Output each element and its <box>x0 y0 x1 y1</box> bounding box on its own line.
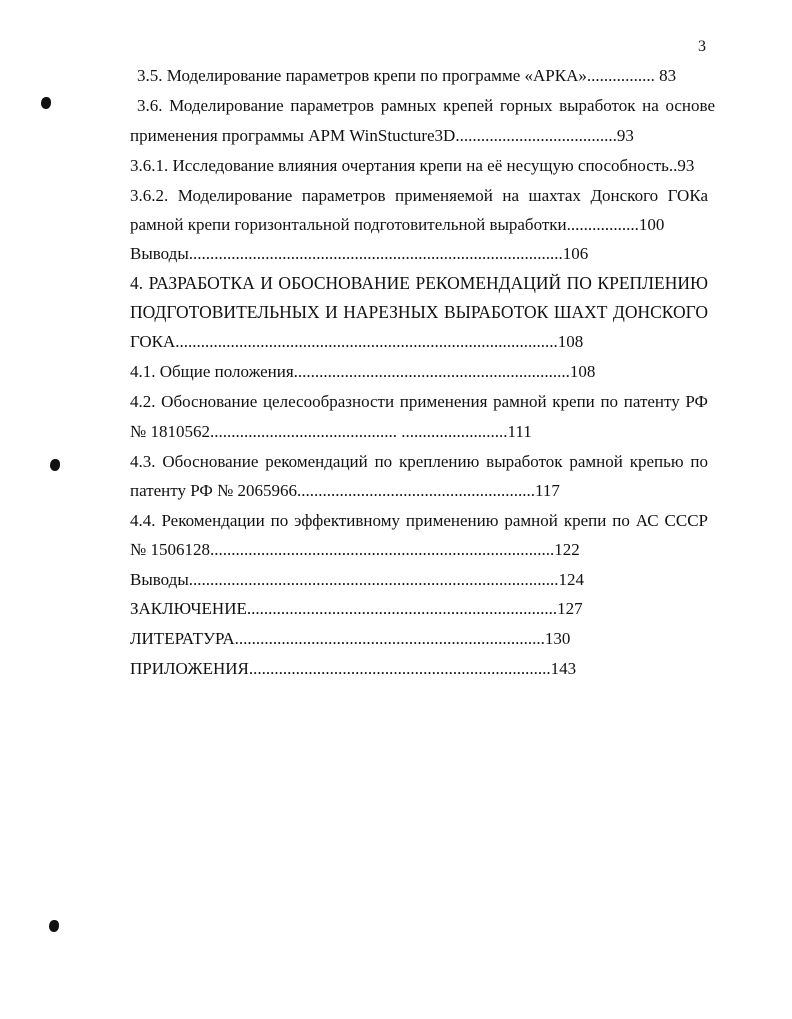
toc-entry-3-6-line1: 3.6. Моделирование параметров рамных крепей горных выработок на основе <box>137 96 715 115</box>
toc-entry-chapter-4-line1: 4. РАЗРАБОТКА И ОБОСНОВАНИЕ РЕКОМЕНДАЦИЙ ПО КРЕПЛЕНИЮ <box>130 273 708 293</box>
toc-entry-4-1: 4.1. Общие положения.................................................................108 <box>130 362 596 381</box>
toc-entry-3-5: 3.5. Моделирование параметров крепи по программе «АРКА»................ 83 <box>137 66 677 85</box>
toc-entry-3-6-1: 3.6.1. Исследование влияния очертания крепи на её несущую способность..93 <box>130 156 695 175</box>
toc-entry-4-2-line2: № 1810562............................................ .........................111 <box>130 422 532 441</box>
toc-entry-conclusion: ЗАКЛЮЧЕНИЕ.........................................................................127 <box>130 599 583 618</box>
toc-entry-chapter-4-line2: ПОДГОТОВИТЕЛЬНЫХ И НАРЕЗНЫХ ВЫРАБОТОК ШАХТ ДОНСКОГО <box>130 302 708 322</box>
toc-entry-conclusions-4: Выводы.......................................................................................124 <box>130 570 585 589</box>
toc-entry-4-4-line1: 4.4. Рекомендации по эффективному применению рамной крепи по АС СССР <box>130 511 708 530</box>
page-number: 3 <box>698 38 706 55</box>
toc-entry-conclusions-3: Выводы........................................................................................106 <box>130 244 589 263</box>
toc-entry-literature: ЛИТЕРАТУРА.........................................................................130 <box>130 629 571 648</box>
toc-entry-4-3-line1: 4.3. Обоснование рекомендаций по креплению выработок рамной крепью по <box>130 452 708 471</box>
toc-entry-appendices: ПРИЛОЖЕНИЯ.......................................................................143 <box>130 659 577 678</box>
toc-entry-4-4-line2: № 1506128.................................................................................122 <box>130 540 580 559</box>
binding-hole-mark <box>41 97 51 109</box>
toc-entry-3-6-line2: применения программы АРМ WinStucture3D......................................93 <box>130 126 634 145</box>
toc-entry-3-6-2-line2: рамной крепи горизонтальной подготовительной выработки.................100 <box>130 215 665 234</box>
toc-entry-chapter-4-line3: ГОКА..........................................................................................108 <box>130 332 584 351</box>
binding-hole-mark <box>50 459 60 471</box>
toc-entry-4-2-line1: 4.2. Обоснование целесообразности применения рамной крепи по патенту РФ <box>130 392 708 411</box>
toc-entry-3-6-2-line1: 3.6.2. Моделирование параметров применяемой на шахтах Донского ГОКа <box>130 186 708 205</box>
binding-hole-mark <box>49 920 59 932</box>
toc-entry-4-3-line2: патенту РФ № 2065966........................................................117 <box>130 481 560 500</box>
